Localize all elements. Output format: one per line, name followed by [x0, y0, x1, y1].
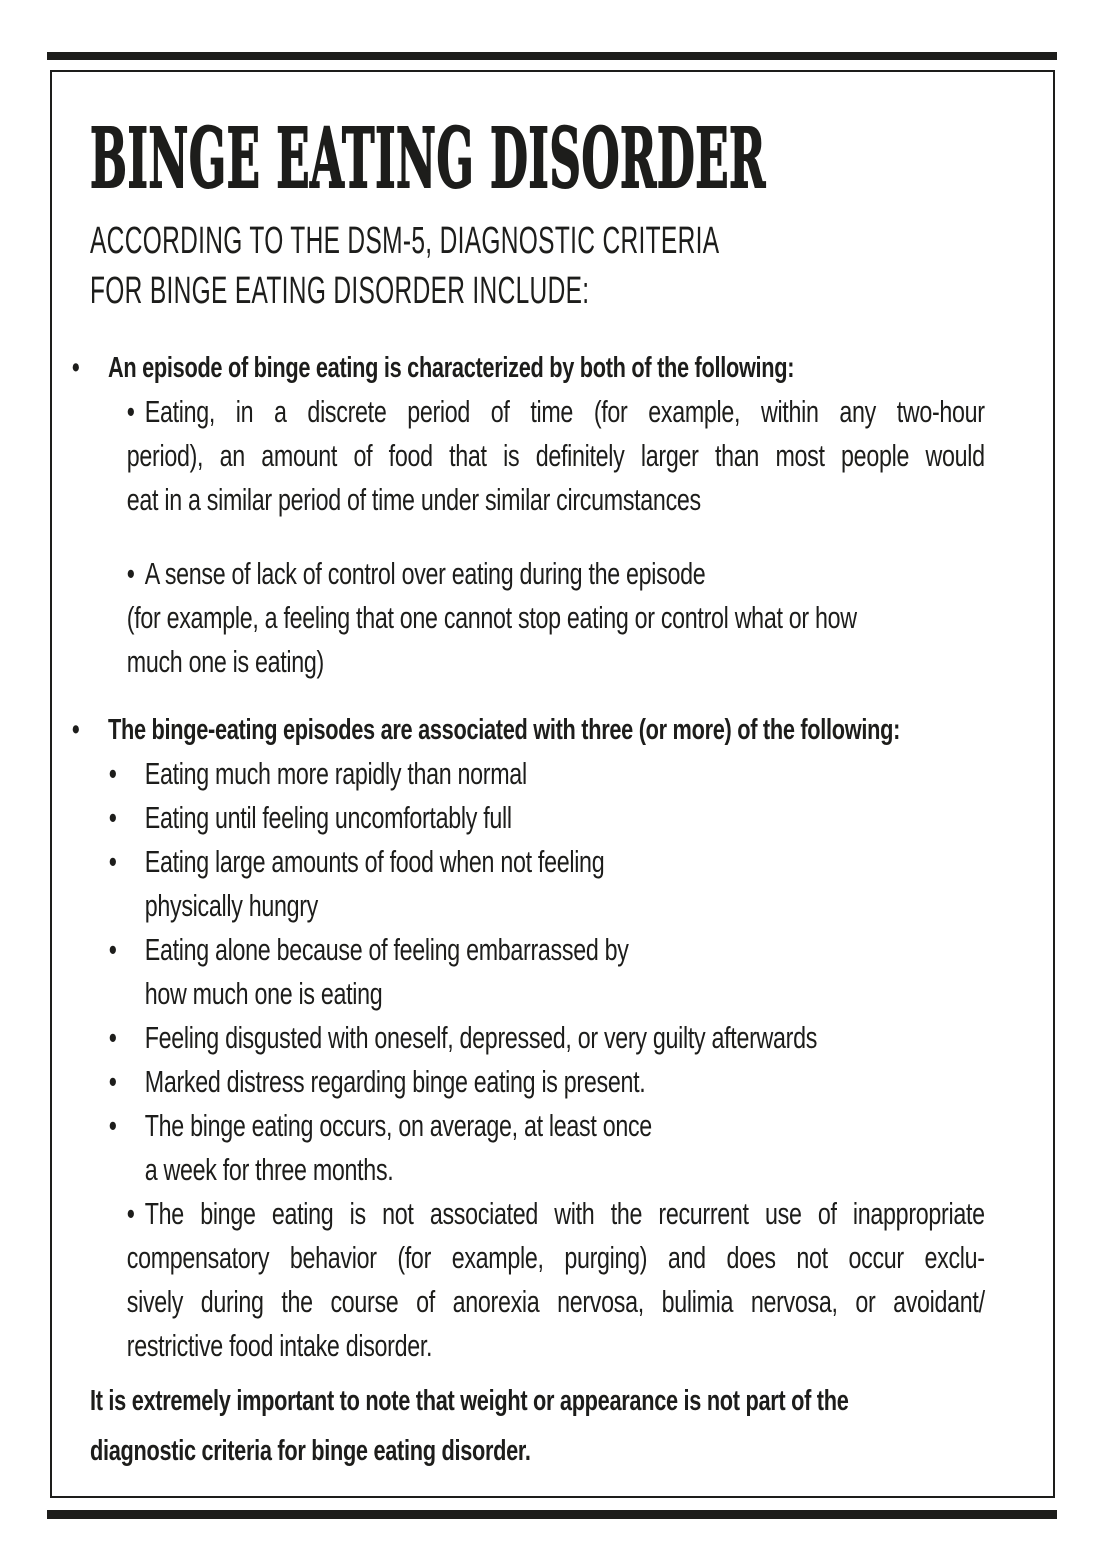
- bullet-icon: •: [108, 1020, 117, 1055]
- bullet-icon: •: [72, 352, 80, 384]
- text-line: • The binge eating occurs, on average, at least once: [145, 1104, 985, 1148]
- text-line: • The binge eating is not associated with the recurrent use of inappropriate: [127, 1192, 985, 1236]
- page-title: [90, 111, 985, 207]
- bullet-icon: •: [126, 1196, 135, 1231]
- bullet-icon: •: [126, 556, 135, 591]
- bullet-icon: •: [72, 714, 80, 746]
- text-line: eat in a similar period of time under similar circumstances: [126, 482, 701, 517]
- text-line: • Eating, in a discrete period of time (for example, within any two-hour: [127, 390, 985, 434]
- text-line: • Feeling disgusted with oneself, depressed, or very guilty afterwards: [145, 1016, 985, 1060]
- text-line: compensatory behavior (for example, purging) and does not occur exclu-: [126, 1240, 985, 1275]
- content-area: [72, 72, 985, 1476]
- text-line: • Eating until feeling uncomfortably full: [145, 796, 985, 840]
- text-line: • An episode of binge eating is characterized by both of the following:: [108, 346, 985, 390]
- text-line: restrictive food intake disorder.: [126, 1328, 433, 1363]
- criterion-rapid-eating: [108, 752, 985, 796]
- text-line: • Eating alone because of feeling embarrassed by: [145, 928, 985, 972]
- criterion-frequency: [108, 1104, 985, 1192]
- text-line: period), an amount of food that is definitely larger than most people would: [126, 438, 985, 473]
- bullet-icon: •: [126, 394, 135, 429]
- text-line: • Marked distress regarding binge eating is present.: [145, 1060, 985, 1104]
- text-line: • The binge-eating episodes are associated with three (or more) of the following:: [108, 708, 985, 752]
- criterion-eating-alone: [108, 928, 985, 1016]
- bullet-icon: •: [108, 756, 117, 791]
- subtitle: [90, 216, 859, 316]
- footnote: [90, 1376, 985, 1476]
- bullet-icon: •: [108, 1064, 117, 1099]
- text-line: sively during the course of anorexia nervosa, bulimia nervosa, or avoidant/: [126, 1284, 985, 1319]
- criterion-episode-definition: [72, 346, 985, 390]
- text-line: • Eating large amounts of food when not feeling: [145, 840, 985, 884]
- text-line: a week for three months.: [144, 1152, 394, 1187]
- criterion-feeling-disgusted: [108, 1016, 985, 1060]
- text-line: • Eating much more rapidly than normal: [145, 752, 985, 796]
- criterion-associated-episodes: [72, 708, 985, 752]
- footnote-line-2: diagnostic criteria for binge eating disorder.: [90, 1435, 531, 1467]
- criterion-marked-distress: [108, 1060, 985, 1104]
- text-line: much one is eating): [126, 644, 324, 679]
- criterion-uncomfortably-full: [108, 796, 985, 840]
- subtitle-line-1: ACCORDING TO THE DSM-5, DIAGNOSTIC CRITERIA: [90, 220, 720, 262]
- criterion-lack-of-control: [127, 552, 985, 684]
- bullet-icon: •: [108, 1108, 117, 1143]
- footnote-line-1: It is extremely important to note that weight or appearance is not part of the: [90, 1385, 849, 1417]
- text-line: how much one is eating: [144, 976, 383, 1011]
- page-title-text: BINGE EATING DISORDER: [90, 111, 766, 207]
- bullet-icon: •: [108, 844, 117, 879]
- bottom-border-rule: [47, 1510, 1057, 1519]
- text-line: • A sense of lack of control over eating during the episode: [127, 552, 985, 596]
- criterion-no-compensatory-behavior: [127, 1192, 985, 1368]
- criterion-discrete-period: [127, 390, 985, 522]
- bullet-icon: •: [108, 800, 117, 835]
- bullet-icon: •: [108, 932, 117, 967]
- text-line: physically hungry: [144, 888, 318, 923]
- top-border-rule: [47, 52, 1057, 60]
- subtitle-line-2: FOR BINGE EATING DISORDER INCLUDE:: [90, 270, 590, 312]
- text-line: (for example, a feeling that one cannot stop eating or control what or how: [126, 600, 857, 635]
- criteria-list: [72, 346, 985, 1368]
- criterion-not-physically-hungry: [108, 840, 985, 928]
- content-frame: [50, 70, 1055, 1498]
